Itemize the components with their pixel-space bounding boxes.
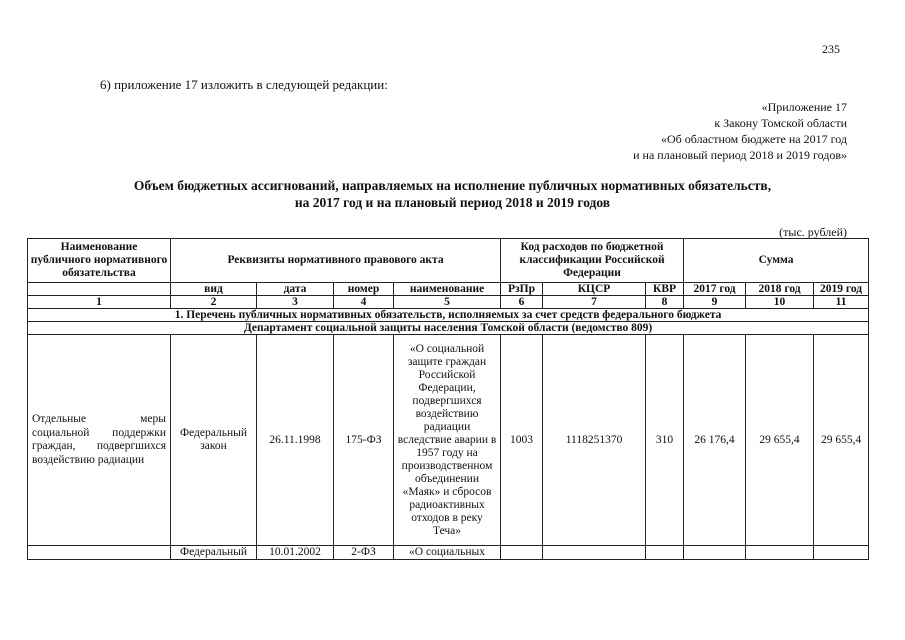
subheader-kcsr: КЦСР: [543, 283, 646, 296]
header-budget-code: Код расходов по бюджетной классификации Российской Федерации: [501, 239, 684, 283]
header-obligation: Наименование публичного нормативного обязательства: [28, 239, 171, 283]
subheader-number: номер: [334, 283, 394, 296]
sum-2018: [746, 546, 814, 560]
act-date: 10.01.2002: [257, 546, 334, 560]
kvr-code: 310: [646, 335, 684, 546]
subheader-act-name: наименование: [394, 283, 501, 296]
subheader-type: вид: [171, 283, 257, 296]
subheader-2018: 2018 год: [746, 283, 814, 296]
appendix-line: к Закону Томской области: [714, 116, 847, 130]
title-line: Объем бюджетных ассигнований, направляемых на исполнение публичных нормативных обязательств,: [133, 178, 772, 193]
column-number: 4: [334, 296, 394, 309]
act-date: 26.11.1998: [257, 335, 334, 546]
units-label: (тыс. рублей): [779, 225, 847, 239]
obligation-name: Отдельные меры социальной поддержки граждан, подвергшихся воздействию радиации: [28, 335, 171, 546]
act-type: Федеральный: [171, 546, 257, 560]
column-number: 3: [257, 296, 334, 309]
table-row: [28, 335, 869, 546]
kcsr-code: 1118251370: [543, 335, 646, 546]
department-title: Департамент социальной защиты населения Томской области (ведомство 809): [28, 322, 869, 335]
appendix-line: «Приложение 17: [761, 100, 847, 114]
appendix-line: и на плановый период 2018 и 2019 годов»: [633, 148, 847, 162]
act-name: «О социальных: [394, 546, 501, 560]
act-number: 175-ФЗ: [334, 335, 394, 546]
page-number: 235: [822, 42, 840, 56]
table-row: [28, 546, 869, 560]
column-number: 10: [746, 296, 814, 309]
budget-table: [27, 238, 869, 560]
subheader-empty: [28, 283, 171, 296]
kvr-code: [646, 546, 684, 560]
act-type: Федеральный закон: [171, 335, 257, 546]
subheader-date: дата: [257, 283, 334, 296]
column-number: 8: [646, 296, 684, 309]
subheader-2019: 2019 год: [814, 283, 869, 296]
appendix-reference: [633, 99, 847, 163]
rzpr-code: 1003: [501, 335, 543, 546]
column-number: 6: [501, 296, 543, 309]
sum-2018: 29 655,4: [746, 335, 814, 546]
header-requisites: Реквизиты нормативного правового акта: [171, 239, 501, 283]
sum-2019: 29 655,4: [814, 335, 869, 546]
column-number: 11: [814, 296, 869, 309]
intro-text: 6) приложение 17 изложить в следующей редакции:: [100, 77, 388, 92]
sum-2017: 26 176,4: [684, 335, 746, 546]
subheader-2017: 2017 год: [684, 283, 746, 296]
column-number: 1: [28, 296, 171, 309]
header-sum: Сумма: [684, 239, 869, 283]
appendix-line: «Об областном бюджете на 2017 год: [661, 132, 847, 146]
subheader-kvr: КВР: [646, 283, 684, 296]
sum-2019: [814, 546, 869, 560]
rzpr-code: [501, 546, 543, 560]
kcsr-code: [543, 546, 646, 560]
obligation-name: [28, 546, 171, 560]
column-number: 7: [543, 296, 646, 309]
section-title: 1. Перечень публичных нормативных обязательств, исполняемых за счет средств федерального бюджета: [28, 309, 869, 322]
act-number: 2-ФЗ: [334, 546, 394, 560]
subheader-rzpr: РзПр: [501, 283, 543, 296]
column-number: 5: [394, 296, 501, 309]
column-number: 9: [684, 296, 746, 309]
column-number: 2: [171, 296, 257, 309]
sum-2017: [684, 546, 746, 560]
title-line: на 2017 год и на плановый период 2018 и 2019 годов: [294, 195, 611, 210]
document-title: [40, 177, 865, 211]
act-name: «О социальной защите граждан Российской Федерации, подвергшихся воздействию радиации вследствие аварии в 1957 году на производственном объединении «Маяк» и сбросов радиоактивных отходов в реку Теча»: [394, 335, 501, 546]
